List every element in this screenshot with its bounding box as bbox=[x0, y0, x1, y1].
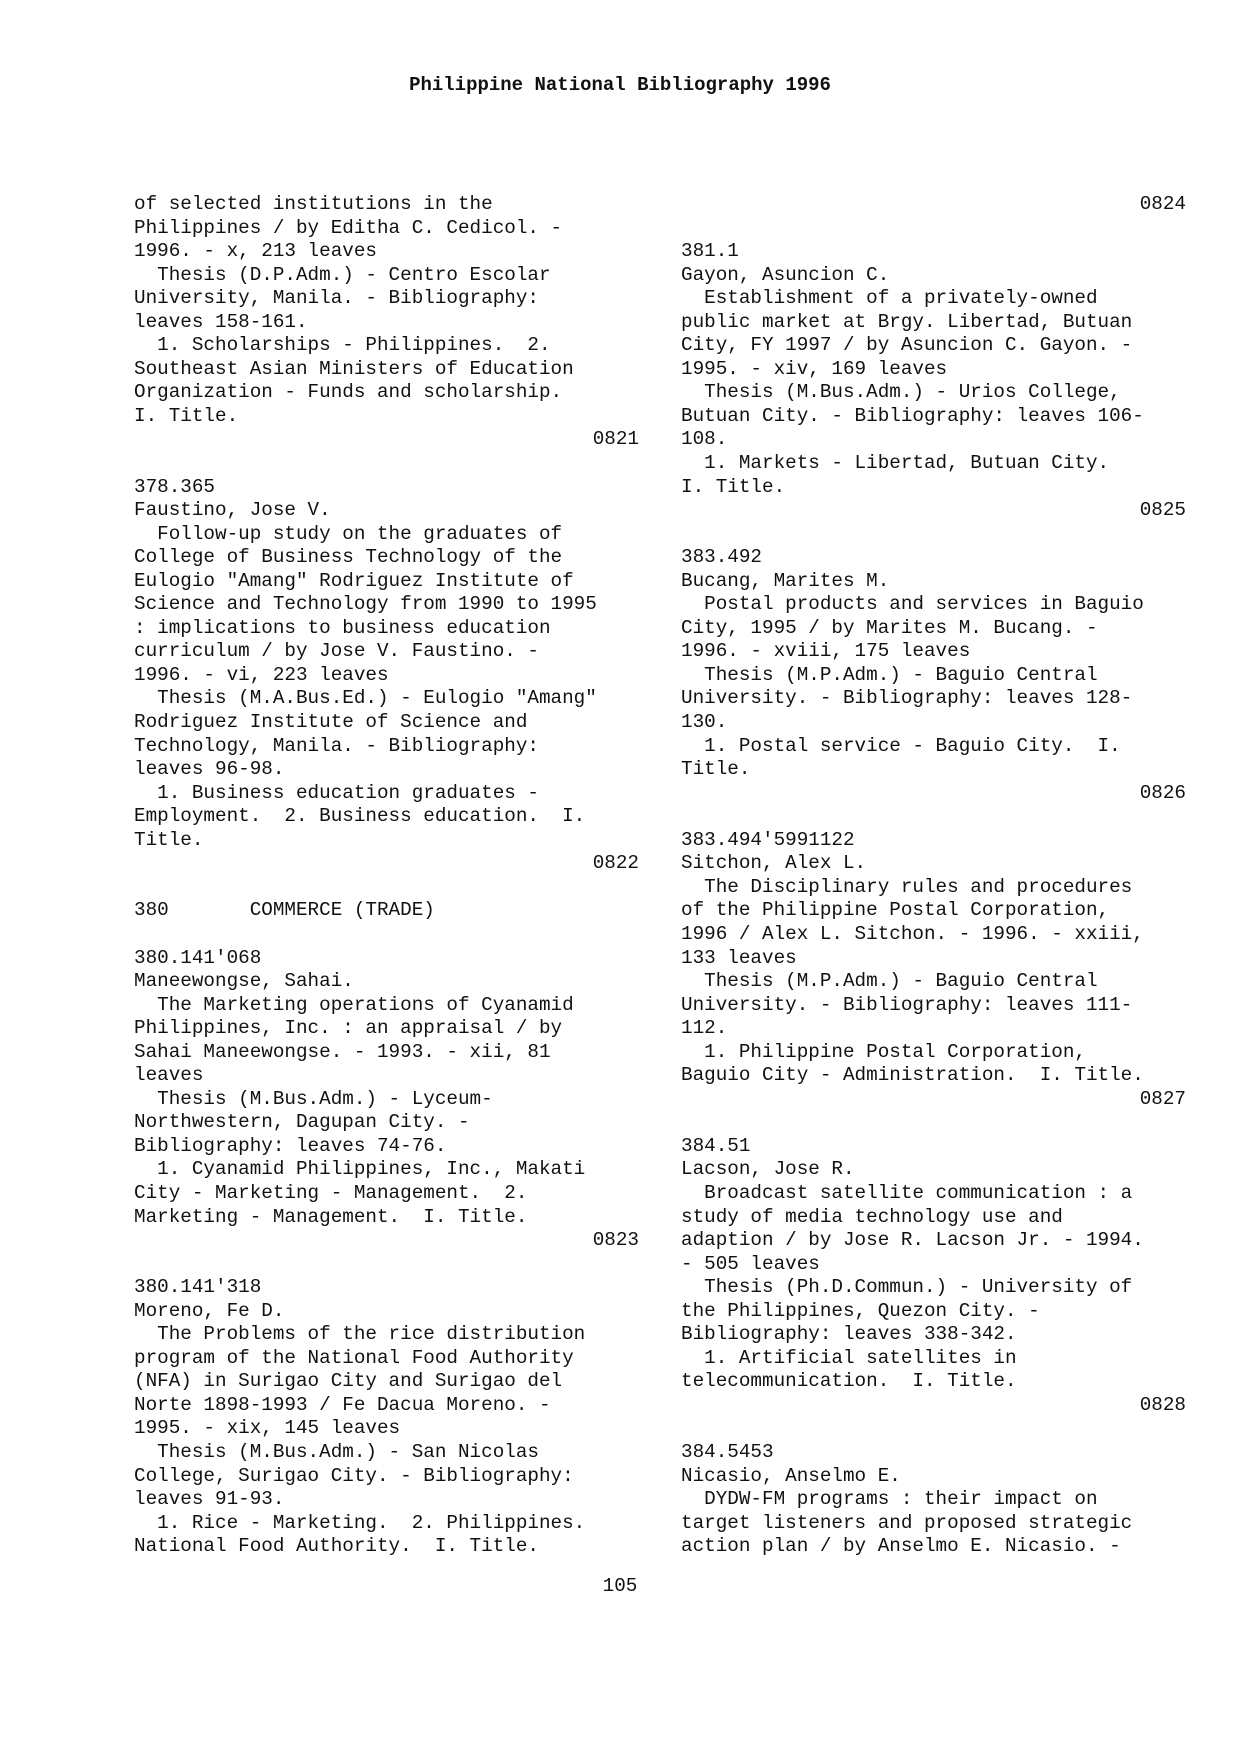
text-line: the Philippines, Quezon City. - bbox=[681, 1299, 1040, 1322]
text-line: Broadcast satellite communication : a bbox=[681, 1181, 1133, 1204]
page-title: Philippine National Bibliography 1996 bbox=[409, 74, 831, 96]
text-line: 1996 / Alex L. Sitchon. - 1996. - xxiii, bbox=[681, 922, 1144, 945]
blank-line bbox=[134, 923, 639, 947]
text-line: 1995. - xix, 145 leaves bbox=[134, 1417, 401, 1440]
text-line: 112. bbox=[681, 1017, 728, 1040]
text-line: 384.51 bbox=[681, 1134, 751, 1157]
text-line: study of media technology use and bbox=[681, 1205, 1063, 1228]
text-line: leaves 158-161. bbox=[134, 310, 308, 333]
text-line: 380 COMMERCE (TRADE) bbox=[134, 899, 435, 922]
text-line: University, Manila. - Bibliography: bbox=[134, 287, 539, 310]
text-line: I. Title. bbox=[681, 475, 786, 498]
entry-number: 0824 bbox=[1139, 193, 1186, 215]
text-line: : implications to business education bbox=[134, 616, 551, 639]
text-line: of selected institutions in the bbox=[134, 193, 493, 215]
text-line: Sitchon, Alex L. bbox=[681, 852, 867, 875]
blank-line bbox=[681, 1111, 1186, 1135]
text-line: Gayon, Asuncion C. bbox=[681, 263, 890, 286]
text-line: Title. bbox=[681, 758, 751, 781]
text-line: Science and Technology from 1990 to 1995 bbox=[134, 593, 597, 616]
text-line: Follow-up study on the graduates of bbox=[134, 522, 563, 545]
text-line: Butuan City. - Bibliography: leaves 106- bbox=[681, 404, 1144, 427]
text-line: leaves 91-93. bbox=[134, 1488, 285, 1511]
entry-number: 0825 bbox=[1139, 499, 1186, 522]
blank-line bbox=[681, 523, 1186, 547]
blank-line bbox=[681, 805, 1186, 829]
text-line: Rodriguez Institute of Science and bbox=[134, 711, 528, 734]
text-line: Southeast Asian Ministers of Education bbox=[134, 357, 574, 380]
text-line: Postal products and services in Baguio bbox=[681, 593, 1144, 616]
text-line: College of Business Technology of the bbox=[134, 546, 563, 569]
entry-number: 0827 bbox=[1139, 1087, 1186, 1110]
text-line: 1. Business education graduates - bbox=[134, 781, 539, 804]
text-line: Bibliography: leaves 74-76. bbox=[134, 1134, 447, 1157]
entry-number: 0826 bbox=[1139, 781, 1186, 804]
text-line: target listeners and proposed strategic bbox=[681, 1511, 1133, 1534]
text-line: Title. bbox=[134, 828, 204, 851]
entry-number: 0823 bbox=[592, 1229, 639, 1252]
text-line: 1. Scholarships - Philippines. 2. bbox=[134, 334, 551, 357]
text-line: 1996. - x, 213 leaves bbox=[134, 240, 377, 263]
text-line: 108. bbox=[681, 428, 728, 451]
text-line: leaves 96-98. bbox=[134, 758, 285, 781]
text-line: I. Title. bbox=[134, 404, 239, 427]
text-line: Establishment of a privately-owned bbox=[681, 287, 1098, 310]
text-line: Nicasio, Anselmo E. bbox=[681, 1464, 901, 1487]
blank-line bbox=[134, 876, 639, 900]
text-line: (NFA) in Surigao City and Surigao del bbox=[134, 1370, 563, 1393]
text-line: 1. Artificial satellites in bbox=[681, 1346, 1017, 1369]
text-line: program of the National Food Authority bbox=[134, 1346, 574, 1369]
text-line: 378.365 bbox=[134, 475, 215, 498]
text-line: The Disciplinary rules and procedures bbox=[681, 875, 1133, 898]
text-line: Baguio City - Administration. I. Title. bbox=[681, 1064, 1144, 1087]
blank-line bbox=[681, 217, 1186, 241]
text-line: Thesis (M.A.Bus.Ed.) - Eulogio "Amang" bbox=[134, 687, 597, 710]
text-line: action plan / by Anselmo E. Nicasio. - bbox=[681, 1535, 1121, 1558]
text-line: Norte 1898-1993 / Fe Dacua Moreno. - bbox=[134, 1393, 551, 1416]
text-line: Bibliography: leaves 338-342. bbox=[681, 1323, 1017, 1346]
text-line: The Problems of the rice distribution bbox=[134, 1323, 586, 1346]
text-line: Philippines / by Editha C. Cedicol. - bbox=[134, 216, 563, 239]
text-line: Moreno, Fe D. bbox=[134, 1299, 285, 1322]
text-line: Technology, Manila. - Bibliography: bbox=[134, 734, 539, 757]
text-line: Thesis (M.P.Adm.) - Baguio Central bbox=[681, 970, 1098, 993]
text-line: Thesis (M.P.Adm.) - Baguio Central bbox=[681, 663, 1098, 686]
text-line: 130. bbox=[681, 711, 728, 734]
text-line: 381.1 bbox=[681, 240, 739, 263]
text-line: City - Marketing - Management. 2. bbox=[134, 1181, 528, 1204]
text-line: Thesis (M.Bus.Adm.) - Lyceum- bbox=[134, 1087, 493, 1110]
text-line: 384.5453 bbox=[681, 1440, 774, 1463]
entry-number: 0821 bbox=[592, 428, 639, 451]
text-line: 1. Philippine Postal Corporation, bbox=[681, 1040, 1086, 1063]
text-line: 383.494'5991122 bbox=[681, 828, 855, 851]
text-line: Sahai Maneewongse. - 1993. - xii, 81 bbox=[134, 1040, 551, 1063]
text-line: public market at Brgy. Libertad, Butuan bbox=[681, 310, 1133, 333]
text-line: Philippines, Inc. : an appraisal / by bbox=[134, 1017, 563, 1040]
blank-line bbox=[681, 1417, 1186, 1441]
text-line: curriculum / by Jose V. Faustino. - bbox=[134, 640, 539, 663]
text-line: Northwestern, Dagupan City. - bbox=[134, 1111, 470, 1134]
text-line: 1. Markets - Libertad, Butuan City. bbox=[681, 452, 1110, 475]
text-line: Thesis (M.Bus.Adm.) - San Nicolas bbox=[134, 1440, 539, 1463]
text-line: Lacson, Jose R. bbox=[681, 1158, 855, 1181]
text-line: DYDW-FM programs : their impact on bbox=[681, 1488, 1098, 1511]
page-number: 105 bbox=[602, 1575, 638, 1597]
text-line: City, 1995 / by Marites M. Bucang. - bbox=[681, 616, 1098, 639]
text-line: Faustino, Jose V. bbox=[134, 499, 331, 522]
text-line: National Food Authority. I. Title. bbox=[134, 1535, 539, 1558]
text-line: 1. Cyanamid Philippines, Inc., Makati bbox=[134, 1158, 586, 1181]
text-line: University. - Bibliography: leaves 111- bbox=[681, 993, 1133, 1016]
entry-number: 0822 bbox=[592, 852, 639, 875]
text-line: Thesis (Ph.D.Commun.) - University of bbox=[681, 1276, 1133, 1299]
left-column bbox=[134, 193, 639, 1559]
text-line: 1. Postal service - Baguio City. I. bbox=[681, 734, 1121, 757]
text-line: 383.492 bbox=[681, 546, 762, 569]
blank-line bbox=[134, 1253, 639, 1277]
text-line: Employment. 2. Business education. I. bbox=[134, 805, 586, 828]
text-line: 380.141'318 bbox=[134, 1276, 262, 1299]
text-line: University. - Bibliography: leaves 128- bbox=[681, 687, 1133, 710]
entry-number: 0828 bbox=[1139, 1393, 1186, 1416]
text-line: telecommunication. I. Title. bbox=[681, 1370, 1017, 1393]
text-line: 1995. - xiv, 169 leaves bbox=[681, 357, 948, 380]
right-column bbox=[681, 193, 1186, 1559]
text-line: City, FY 1997 / by Asuncion C. Gayon. - bbox=[681, 334, 1133, 357]
text-line: Organization - Funds and scholarship. bbox=[134, 381, 563, 404]
text-line: leaves bbox=[134, 1064, 204, 1087]
text-line: 1. Rice - Marketing. 2. Philippines. bbox=[134, 1511, 586, 1534]
text-line: Marketing - Management. I. Title. bbox=[134, 1205, 528, 1228]
text-line: The Marketing operations of Cyanamid bbox=[134, 993, 574, 1016]
text-line: 380.141'068 bbox=[134, 946, 262, 969]
text-line: 1996. - xviii, 175 leaves bbox=[681, 640, 971, 663]
text-line: Eulogio "Amang" Rodriguez Institute of bbox=[134, 569, 574, 592]
text-line: Thesis (D.P.Adm.) - Centro Escolar bbox=[134, 263, 551, 286]
text-line: Bucang, Marites M. bbox=[681, 569, 890, 592]
text-line: adaption / by Jose R. Lacson Jr. - 1994. bbox=[681, 1229, 1144, 1252]
text-line: College, Surigao City. - Bibliography: bbox=[134, 1464, 574, 1487]
text-line: - 505 leaves bbox=[681, 1252, 820, 1275]
text-line: 1996. - vi, 223 leaves bbox=[134, 663, 389, 686]
text-line: 133 leaves bbox=[681, 946, 797, 969]
text-line: Thesis (M.Bus.Adm.) - Urios College, bbox=[681, 381, 1121, 404]
text-line: Maneewongse, Sahai. bbox=[134, 970, 354, 993]
text-line: of the Philippine Postal Corporation, bbox=[681, 899, 1110, 922]
blank-line bbox=[134, 452, 639, 476]
